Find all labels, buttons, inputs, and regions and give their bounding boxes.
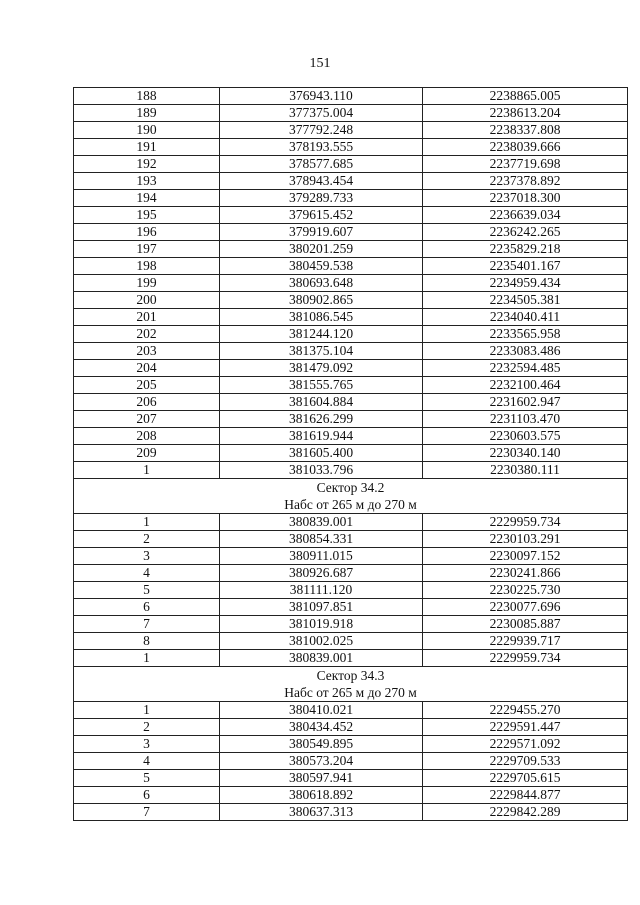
y-coordinate-cell: 2229939.717 (423, 633, 628, 650)
point-number-cell: 193 (74, 173, 220, 190)
point-number-cell: 207 (74, 411, 220, 428)
table-row (74, 787, 628, 804)
x-coordinate-cell: 380839.001 (220, 650, 423, 667)
point-number-cell: 189 (74, 105, 220, 122)
point-number-cell: 194 (74, 190, 220, 207)
point-number-cell: 6 (74, 599, 220, 616)
table-row (74, 616, 628, 633)
table-row (74, 122, 628, 139)
point-number-cell: 2 (74, 719, 220, 736)
point-number-cell: 188 (74, 88, 220, 105)
x-coordinate-cell: 380854.331 (220, 531, 423, 548)
table-row (74, 650, 628, 667)
y-coordinate-cell: 2238337.808 (423, 122, 628, 139)
x-coordinate-cell: 381604.884 (220, 394, 423, 411)
table-row (74, 207, 628, 224)
x-coordinate-cell: 381086.545 (220, 309, 423, 326)
table-row (74, 326, 628, 343)
point-number-cell: 5 (74, 582, 220, 599)
point-number-cell: 200 (74, 292, 220, 309)
x-coordinate-cell: 378943.454 (220, 173, 423, 190)
x-coordinate-cell: 379919.607 (220, 224, 423, 241)
point-number-cell: 197 (74, 241, 220, 258)
y-coordinate-cell: 2229455.270 (423, 702, 628, 719)
table-row (74, 428, 628, 445)
point-number-cell: 204 (74, 360, 220, 377)
point-number-cell: 5 (74, 770, 220, 787)
x-coordinate-cell: 381244.120 (220, 326, 423, 343)
y-coordinate-cell: 2230085.887 (423, 616, 628, 633)
point-number-cell: 201 (74, 309, 220, 326)
table-row (74, 394, 628, 411)
table-row (74, 377, 628, 394)
x-coordinate-cell: 378193.555 (220, 139, 423, 156)
point-number-cell: 206 (74, 394, 220, 411)
x-coordinate-cell: 380573.204 (220, 753, 423, 770)
point-number-cell: 8 (74, 633, 220, 650)
x-coordinate-cell: 378577.685 (220, 156, 423, 173)
sector-header-row (74, 667, 628, 702)
y-coordinate-cell: 2231602.947 (423, 394, 628, 411)
y-coordinate-cell: 2235829.218 (423, 241, 628, 258)
x-coordinate-cell: 381111.120 (220, 582, 423, 599)
table-row (74, 548, 628, 565)
point-number-cell: 4 (74, 565, 220, 582)
x-coordinate-cell: 380693.648 (220, 275, 423, 292)
point-number-cell: 2 (74, 531, 220, 548)
x-coordinate-cell: 381479.092 (220, 360, 423, 377)
y-coordinate-cell: 2230225.730 (423, 582, 628, 599)
table-row (74, 719, 628, 736)
y-coordinate-cell: 2230241.866 (423, 565, 628, 582)
page-number: 151 (309, 56, 331, 71)
y-coordinate-cell: 2232594.485 (423, 360, 628, 377)
table-row (74, 736, 628, 753)
point-number-cell: 7 (74, 804, 220, 821)
x-coordinate-cell: 379615.452 (220, 207, 423, 224)
y-coordinate-cell: 2229705.615 (423, 770, 628, 787)
y-coordinate-cell: 2236639.034 (423, 207, 628, 224)
point-number-cell: 209 (74, 445, 220, 462)
sector-title: Сектор 34.2 (316, 480, 385, 495)
y-coordinate-cell: 2233565.958 (423, 326, 628, 343)
x-coordinate-cell: 380597.941 (220, 770, 423, 787)
y-coordinate-cell: 2238613.204 (423, 105, 628, 122)
point-number-cell: 3 (74, 548, 220, 565)
point-number-cell: 203 (74, 343, 220, 360)
table-row (74, 599, 628, 616)
point-number-cell: 4 (74, 753, 220, 770)
x-coordinate-cell: 381033.796 (220, 462, 423, 479)
table-row (74, 258, 628, 275)
x-coordinate-cell: 376943.110 (220, 88, 423, 105)
table-row (74, 275, 628, 292)
point-number-cell: 190 (74, 122, 220, 139)
table-row (74, 462, 628, 479)
point-number-cell: 3 (74, 736, 220, 753)
table-row (74, 190, 628, 207)
table-row (74, 343, 628, 360)
y-coordinate-cell: 2238865.005 (423, 88, 628, 105)
x-coordinate-cell: 380201.259 (220, 241, 423, 258)
table-row (74, 360, 628, 377)
x-coordinate-cell: 377375.004 (220, 105, 423, 122)
sector-header-row (74, 479, 628, 514)
y-coordinate-cell: 2229959.734 (423, 514, 628, 531)
y-coordinate-cell: 2229844.877 (423, 787, 628, 804)
table-row (74, 309, 628, 326)
point-number-cell: 6 (74, 787, 220, 804)
table-row (74, 105, 628, 122)
point-number-cell: 199 (74, 275, 220, 292)
sector-header-cell (74, 479, 628, 514)
sector-title: Сектор 34.3 (316, 668, 385, 683)
x-coordinate-cell: 381555.765 (220, 377, 423, 394)
x-coordinate-cell: 380618.892 (220, 787, 423, 804)
y-coordinate-cell: 2230097.152 (423, 548, 628, 565)
point-number-cell: 192 (74, 156, 220, 173)
table-row (74, 633, 628, 650)
table-row (74, 804, 628, 821)
table-row (74, 139, 628, 156)
y-coordinate-cell: 2233083.486 (423, 343, 628, 360)
y-coordinate-cell: 2234505.381 (423, 292, 628, 309)
sector-subtitle: Набс от 265 м до 270 м (284, 685, 417, 700)
y-coordinate-cell: 2230603.575 (423, 428, 628, 445)
y-coordinate-cell: 2230380.111 (423, 462, 628, 479)
table-row (74, 445, 628, 462)
y-coordinate-cell: 2230340.140 (423, 445, 628, 462)
y-coordinate-cell: 2229842.289 (423, 804, 628, 821)
point-number-cell: 195 (74, 207, 220, 224)
table-row (74, 702, 628, 719)
x-coordinate-cell: 381097.851 (220, 599, 423, 616)
table-row (74, 241, 628, 258)
y-coordinate-cell: 2237018.300 (423, 190, 628, 207)
sector-subtitle: Набс от 265 м до 270 м (284, 497, 417, 512)
y-coordinate-cell: 2237378.892 (423, 173, 628, 190)
y-coordinate-cell: 2235401.167 (423, 258, 628, 275)
x-coordinate-cell: 380549.895 (220, 736, 423, 753)
x-coordinate-cell: 381019.918 (220, 616, 423, 633)
point-number-cell: 202 (74, 326, 220, 343)
x-coordinate-cell: 377792.248 (220, 122, 423, 139)
x-coordinate-cell: 381002.025 (220, 633, 423, 650)
point-number-cell: 1 (74, 650, 220, 667)
point-number-cell: 1 (74, 462, 220, 479)
x-coordinate-cell: 380911.015 (220, 548, 423, 565)
point-number-cell: 191 (74, 139, 220, 156)
sector-header-cell (74, 667, 628, 702)
coordinates-table-body (74, 88, 628, 821)
x-coordinate-cell: 380839.001 (220, 514, 423, 531)
y-coordinate-cell: 2236242.265 (423, 224, 628, 241)
x-coordinate-cell: 380459.538 (220, 258, 423, 275)
x-coordinate-cell: 380434.452 (220, 719, 423, 736)
y-coordinate-cell: 2231103.470 (423, 411, 628, 428)
point-number-cell: 208 (74, 428, 220, 445)
y-coordinate-cell: 2238039.666 (423, 139, 628, 156)
table-row (74, 582, 628, 599)
x-coordinate-cell: 381605.400 (220, 445, 423, 462)
x-coordinate-cell: 380926.687 (220, 565, 423, 582)
point-number-cell: 7 (74, 616, 220, 633)
x-coordinate-cell: 380637.313 (220, 804, 423, 821)
x-coordinate-cell: 381626.299 (220, 411, 423, 428)
point-number-cell: 205 (74, 377, 220, 394)
y-coordinate-cell: 2237719.698 (423, 156, 628, 173)
table-row (74, 411, 628, 428)
y-coordinate-cell: 2230103.291 (423, 531, 628, 548)
x-coordinate-cell: 381375.104 (220, 343, 423, 360)
table-row (74, 224, 628, 241)
point-number-cell: 1 (74, 702, 220, 719)
y-coordinate-cell: 2229591.447 (423, 719, 628, 736)
table-row (74, 770, 628, 787)
y-coordinate-cell: 2230077.696 (423, 599, 628, 616)
x-coordinate-cell: 380410.021 (220, 702, 423, 719)
y-coordinate-cell: 2229571.092 (423, 736, 628, 753)
y-coordinate-cell: 2229959.734 (423, 650, 628, 667)
table-row (74, 531, 628, 548)
y-coordinate-cell: 2234959.434 (423, 275, 628, 292)
table-row (74, 88, 628, 105)
x-coordinate-cell: 379289.733 (220, 190, 423, 207)
y-coordinate-cell: 2234040.411 (423, 309, 628, 326)
table-row (74, 565, 628, 582)
table-row (74, 292, 628, 309)
x-coordinate-cell: 381619.944 (220, 428, 423, 445)
point-number-cell: 1 (74, 514, 220, 531)
coordinates-table (73, 87, 628, 821)
table-row (74, 514, 628, 531)
table-row (74, 156, 628, 173)
table-row (74, 753, 628, 770)
point-number-cell: 196 (74, 224, 220, 241)
x-coordinate-cell: 380902.865 (220, 292, 423, 309)
point-number-cell: 198 (74, 258, 220, 275)
y-coordinate-cell: 2232100.464 (423, 377, 628, 394)
table-row (74, 173, 628, 190)
y-coordinate-cell: 2229709.533 (423, 753, 628, 770)
